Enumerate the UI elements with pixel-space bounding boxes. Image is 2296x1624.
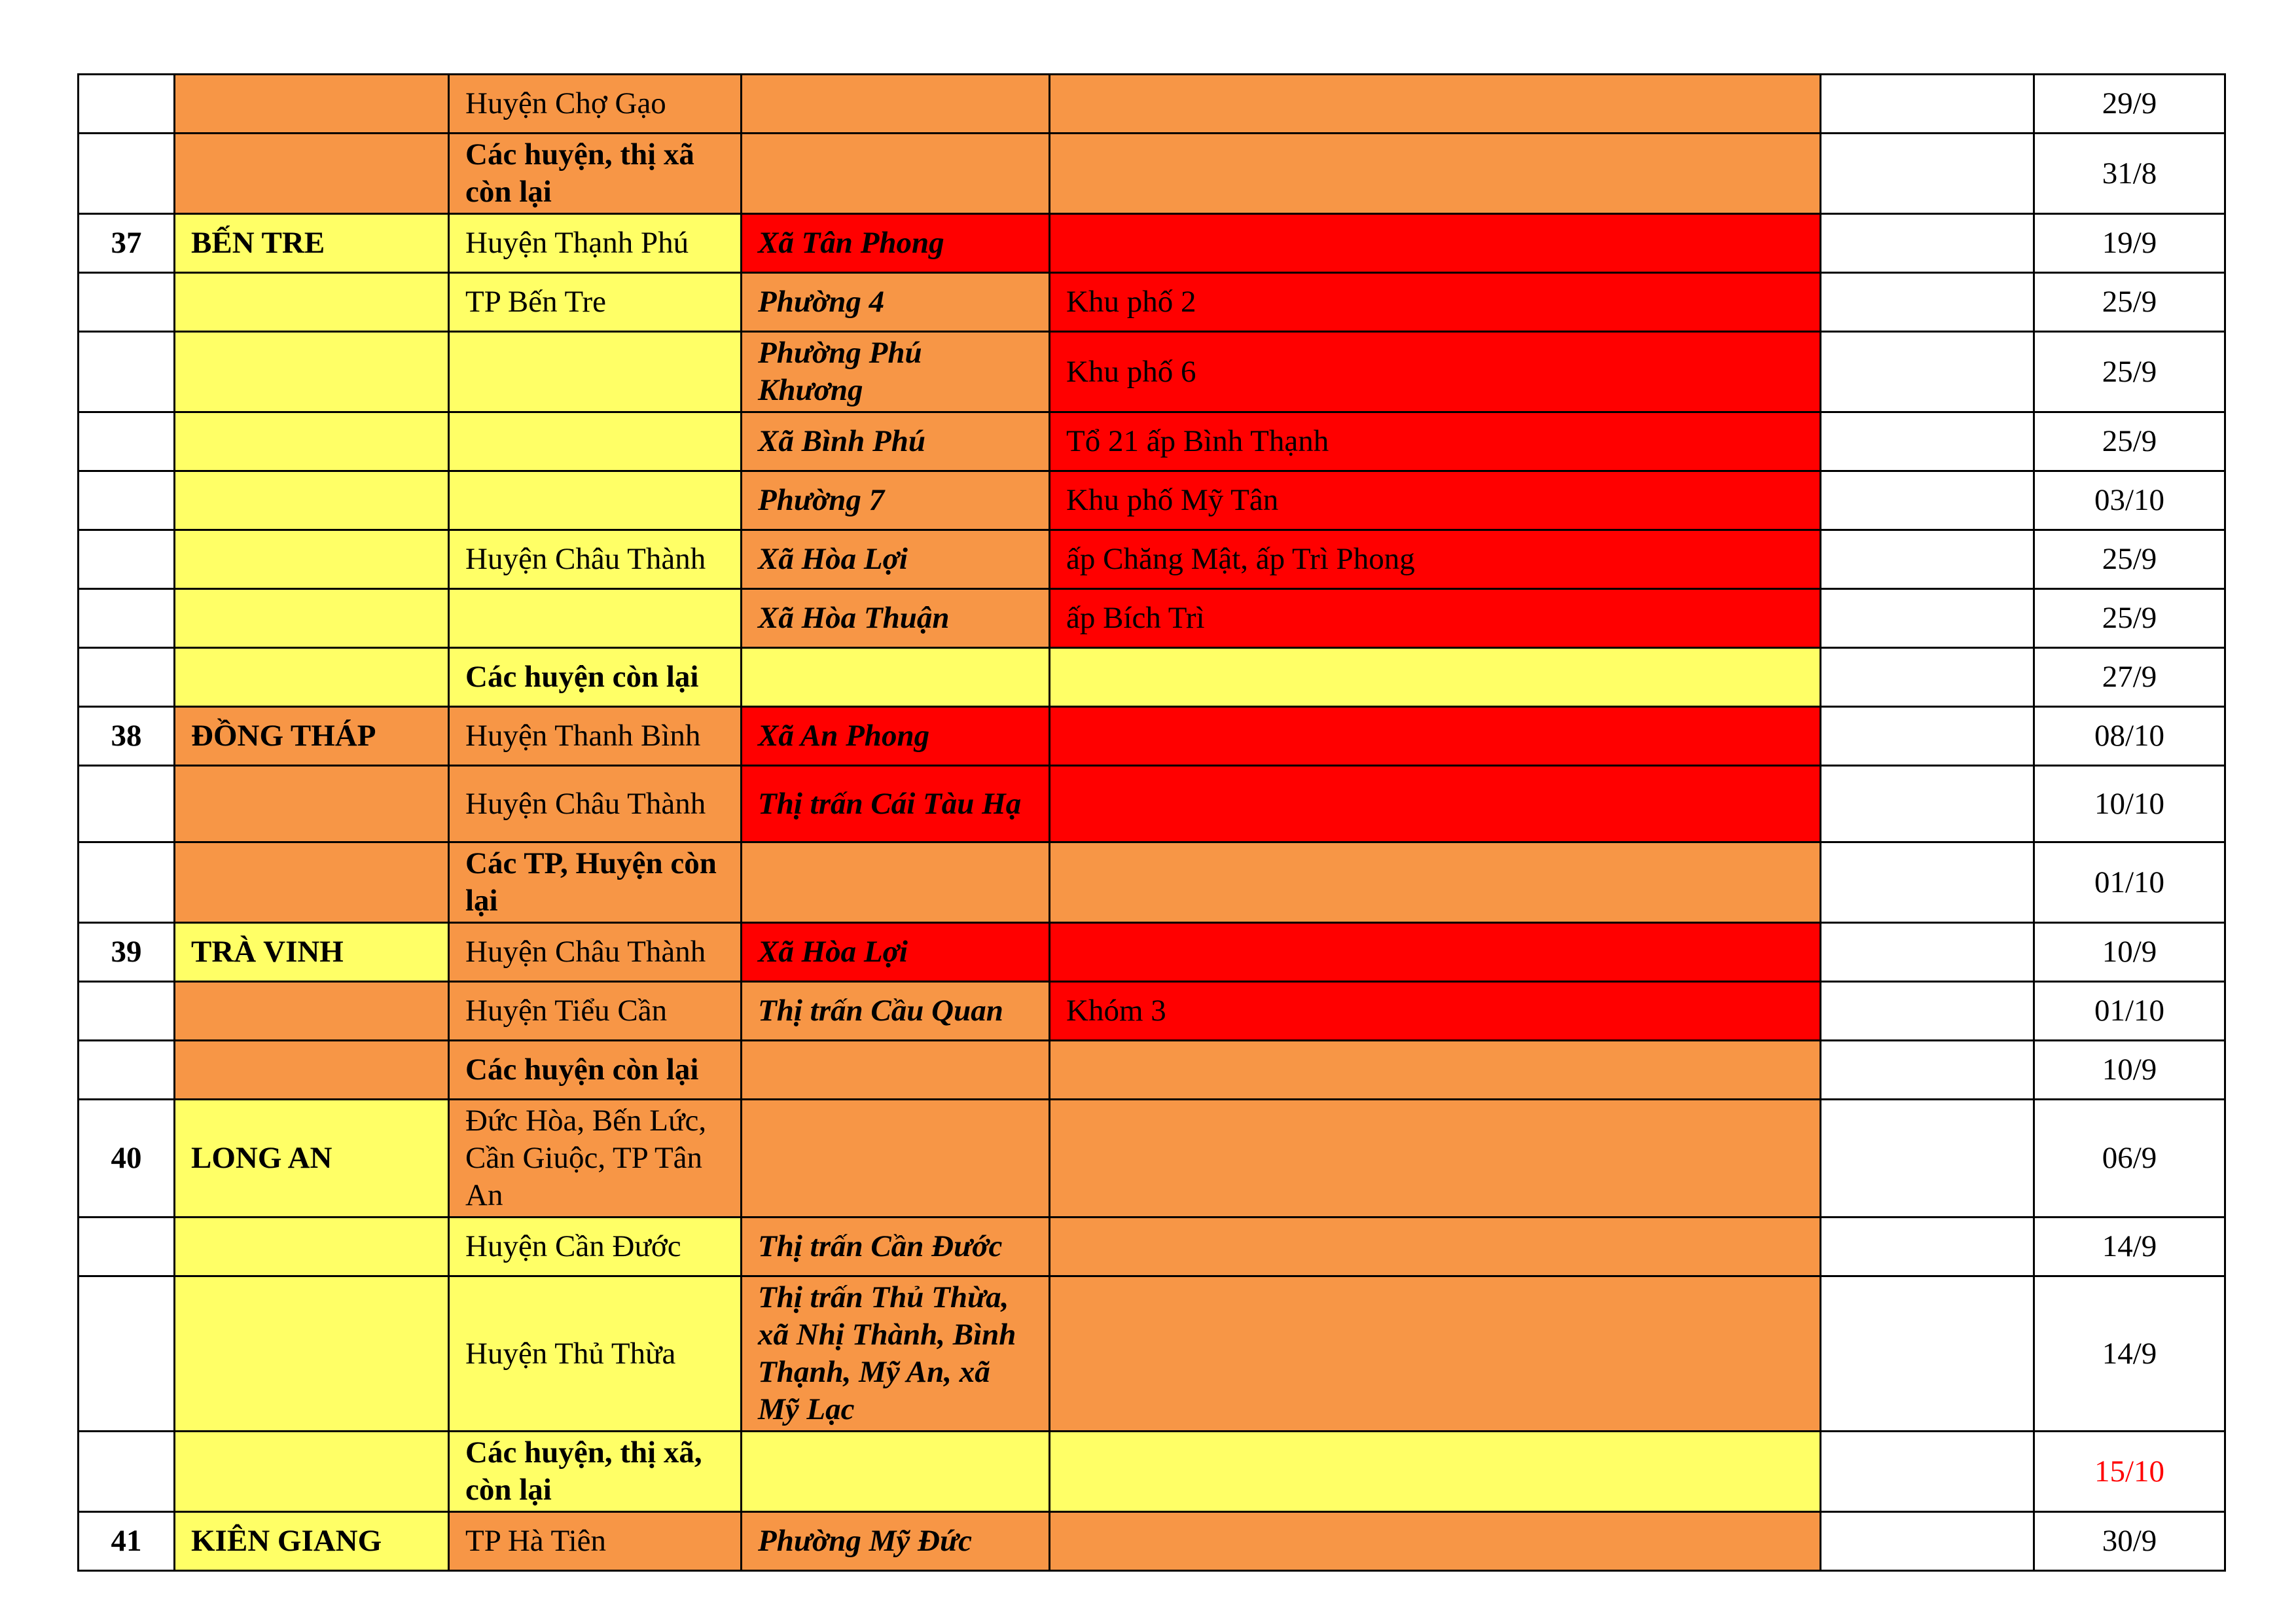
province-cell: [175, 332, 449, 412]
note-cell: [1821, 982, 2034, 1041]
date-cell: 06/9: [2034, 1100, 2225, 1218]
commune-cell: Thị trấn Cầu Quan: [742, 982, 1050, 1041]
note-cell: [1821, 1432, 2034, 1512]
stt-cell: 38: [79, 707, 175, 766]
district-cell: [449, 412, 742, 471]
area-cell: [1050, 766, 1821, 842]
date-cell: 30/9: [2034, 1512, 2225, 1571]
area-cell: Tổ 21 ấp Bình Thạnh: [1050, 412, 1821, 471]
date-cell: 25/9: [2034, 273, 2225, 332]
commune-cell: [742, 648, 1050, 707]
note-cell: [1821, 471, 2034, 530]
table-row: [79, 1100, 2225, 1218]
stt-cell: [79, 1218, 175, 1276]
stt-cell: [79, 982, 175, 1041]
table-row: [79, 214, 2225, 273]
district-cell: Các TP, Huyện còn lại: [449, 842, 742, 923]
commune-cell: Phường 7: [742, 471, 1050, 530]
commune-cell: [742, 842, 1050, 923]
commune-cell: Phường Phú Khương: [742, 332, 1050, 412]
stt-cell: [79, 842, 175, 923]
area-cell: ấp Bích Trì: [1050, 589, 1821, 648]
commune-cell: Phường 4: [742, 273, 1050, 332]
commune-cell: [742, 134, 1050, 214]
province-cell: [175, 982, 449, 1041]
date-cell: 10/9: [2034, 923, 2225, 982]
commune-cell: Xã Hòa Thuận: [742, 589, 1050, 648]
note-cell: [1821, 1100, 2034, 1218]
commune-cell: Phường Mỹ Đức: [742, 1512, 1050, 1571]
district-cell: [449, 471, 742, 530]
commune-cell: [742, 75, 1050, 134]
date-cell: 01/10: [2034, 982, 2225, 1041]
note-cell: [1821, 766, 2034, 842]
table-row: [79, 332, 2225, 412]
province-cell: [175, 1432, 449, 1512]
table-row: [79, 1041, 2225, 1100]
note-cell: [1821, 273, 2034, 332]
zone-table-body: [79, 75, 2225, 1571]
stt-cell: [79, 589, 175, 648]
district-cell: Đức Hòa, Bến Lức, Cần Giuộc, TP Tân An: [449, 1100, 742, 1218]
date-cell: 25/9: [2034, 412, 2225, 471]
table-row: [79, 273, 2225, 332]
date-cell: 31/8: [2034, 134, 2225, 214]
note-cell: [1821, 1276, 2034, 1432]
note-cell: [1821, 648, 2034, 707]
area-cell: Khu phố Mỹ Tân: [1050, 471, 1821, 530]
note-cell: [1821, 530, 2034, 589]
table-row: [79, 412, 2225, 471]
province-cell: [175, 471, 449, 530]
stt-cell: [79, 1432, 175, 1512]
province-cell: [175, 134, 449, 214]
note-cell: [1821, 589, 2034, 648]
area-cell: [1050, 1041, 1821, 1100]
province-cell: ĐỒNG THÁP: [175, 707, 449, 766]
table-row: [79, 134, 2225, 214]
date-cell: 25/9: [2034, 530, 2225, 589]
area-cell: [1050, 1100, 1821, 1218]
area-cell: ấp Chăng Mật, ấp Trì Phong: [1050, 530, 1821, 589]
province-cell: [175, 648, 449, 707]
note-cell: [1821, 1041, 2034, 1100]
district-cell: Huyện Chợ Gạo: [449, 75, 742, 134]
date-cell: 19/9: [2034, 214, 2225, 273]
date-cell: 25/9: [2034, 332, 2225, 412]
table-row: [79, 766, 2225, 842]
note-cell: [1821, 332, 2034, 412]
district-cell: Huyện Thanh Bình: [449, 707, 742, 766]
note-cell: [1821, 923, 2034, 982]
area-cell: [1050, 1276, 1821, 1432]
district-cell: Các huyện còn lại: [449, 648, 742, 707]
stt-cell: [79, 273, 175, 332]
stt-cell: [79, 332, 175, 412]
province-cell: LONG AN: [175, 1100, 449, 1218]
commune-cell: Xã Tân Phong: [742, 214, 1050, 273]
stt-cell: [79, 134, 175, 214]
date-cell: 27/9: [2034, 648, 2225, 707]
province-cell: [175, 1276, 449, 1432]
stt-cell: 41: [79, 1512, 175, 1571]
note-cell: [1821, 842, 2034, 923]
table-row: [79, 471, 2225, 530]
district-cell: Huyện Tiểu Cần: [449, 982, 742, 1041]
area-cell: Khu phố 2: [1050, 273, 1821, 332]
note-cell: [1821, 75, 2034, 134]
stt-cell: [79, 1276, 175, 1432]
note-cell: [1821, 1218, 2034, 1276]
note-cell: [1821, 1512, 2034, 1571]
area-cell: [1050, 214, 1821, 273]
province-cell: [175, 1041, 449, 1100]
date-cell: 03/10: [2034, 471, 2225, 530]
district-cell: Các huyện, thị xã, còn lại: [449, 1432, 742, 1512]
area-cell: [1050, 1512, 1821, 1571]
stt-cell: [79, 766, 175, 842]
table-row: [79, 1432, 2225, 1512]
area-cell: Khu phố 6: [1050, 332, 1821, 412]
table-row: [79, 648, 2225, 707]
district-cell: [449, 589, 742, 648]
commune-cell: Xã Hòa Lợi: [742, 530, 1050, 589]
note-cell: [1821, 134, 2034, 214]
province-cell: BẾN TRE: [175, 214, 449, 273]
district-cell: Huyện Châu Thành: [449, 766, 742, 842]
commune-cell: [742, 1041, 1050, 1100]
commune-cell: Xã Bình Phú: [742, 412, 1050, 471]
area-cell: [1050, 923, 1821, 982]
province-cell: [175, 530, 449, 589]
province-cell: [175, 75, 449, 134]
area-cell: Khóm 3: [1050, 982, 1821, 1041]
table-row: [79, 1276, 2225, 1432]
table-row: [79, 982, 2225, 1041]
area-cell: [1050, 75, 1821, 134]
district-cell: TP Bến Tre: [449, 273, 742, 332]
commune-cell: Xã An Phong: [742, 707, 1050, 766]
table-row: [79, 589, 2225, 648]
date-cell: 10/9: [2034, 1041, 2225, 1100]
district-cell: [449, 332, 742, 412]
commune-cell: [742, 1432, 1050, 1512]
area-cell: [1050, 842, 1821, 923]
note-cell: [1821, 214, 2034, 273]
district-cell: TP Hà Tiên: [449, 1512, 742, 1571]
stt-cell: 37: [79, 214, 175, 273]
district-cell: Huyện Châu Thành: [449, 923, 742, 982]
province-cell: KIÊN GIANG: [175, 1512, 449, 1571]
date-cell: 01/10: [2034, 842, 2225, 923]
commune-cell: [742, 1100, 1050, 1218]
stt-cell: 39: [79, 923, 175, 982]
date-cell: 25/9: [2034, 589, 2225, 648]
table-row: [79, 1218, 2225, 1276]
note-cell: [1821, 707, 2034, 766]
province-cell: [175, 842, 449, 923]
area-cell: [1050, 707, 1821, 766]
commune-cell: Xã Hòa Lợi: [742, 923, 1050, 982]
table-row: [79, 707, 2225, 766]
province-cell: [175, 412, 449, 471]
stt-cell: 40: [79, 1100, 175, 1218]
stt-cell: [79, 471, 175, 530]
zone-table: [77, 73, 2226, 1572]
table-row: [79, 1512, 2225, 1571]
province-cell: [175, 273, 449, 332]
table-row: [79, 842, 2225, 923]
note-cell: [1821, 412, 2034, 471]
date-cell: 14/9: [2034, 1276, 2225, 1432]
commune-cell: Thị trấn Thủ Thừa, xã Nhị Thành, Bình Thạnh, Mỹ An, xã Mỹ Lạc: [742, 1276, 1050, 1432]
district-cell: Huyện Thủ Thừa: [449, 1276, 742, 1432]
date-cell: 10/10: [2034, 766, 2225, 842]
date-cell: 29/9: [2034, 75, 2225, 134]
district-cell: Các huyện, thị xã còn lại: [449, 134, 742, 214]
area-cell: [1050, 648, 1821, 707]
area-cell: [1050, 134, 1821, 214]
date-cell: 14/9: [2034, 1218, 2225, 1276]
district-cell: Huyện Châu Thành: [449, 530, 742, 589]
table-row: [79, 530, 2225, 589]
province-cell: [175, 1218, 449, 1276]
commune-cell: Thị trấn Cái Tàu Hạ: [742, 766, 1050, 842]
date-cell: 08/10: [2034, 707, 2225, 766]
district-cell: Huyện Cần Đước: [449, 1218, 742, 1276]
date-cell: 15/10: [2034, 1432, 2225, 1512]
stt-cell: [79, 648, 175, 707]
province-cell: TRÀ VINH: [175, 923, 449, 982]
province-cell: [175, 589, 449, 648]
commune-cell: Thị trấn Cần Đước: [742, 1218, 1050, 1276]
area-cell: [1050, 1218, 1821, 1276]
stt-cell: [79, 75, 175, 134]
table-row: [79, 75, 2225, 134]
table-row: [79, 923, 2225, 982]
district-cell: Huyện Thạnh Phú: [449, 214, 742, 273]
province-cell: [175, 766, 449, 842]
stt-cell: [79, 412, 175, 471]
district-cell: Các huyện còn lại: [449, 1041, 742, 1100]
stt-cell: [79, 530, 175, 589]
stt-cell: [79, 1041, 175, 1100]
area-cell: [1050, 1432, 1821, 1512]
